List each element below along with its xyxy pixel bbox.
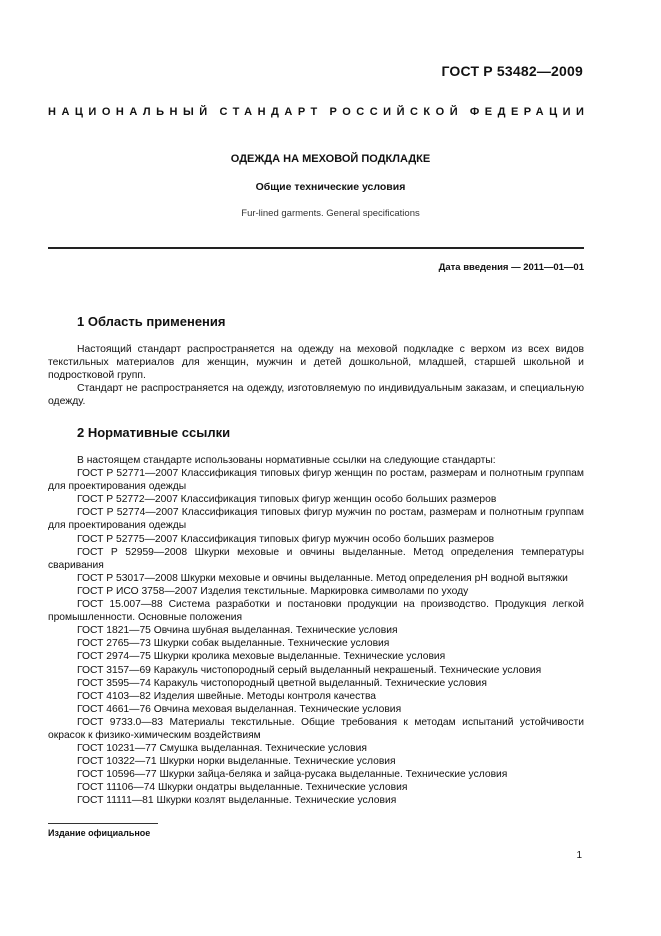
reference-item: ГОСТ Р 53017—2008 Шкурки меховые и овчины выделанные. Метод определения pH водной вытяжки [77, 572, 568, 584]
reference-item: ГОСТ Р ИСО 3758—2007 Изделия текстильные. Маркировка символами по уходу [77, 585, 469, 597]
reference-item: ГОСТ 10322—71 Шкурки норки выделанные. Технические условия [77, 756, 396, 768]
scope-paragraph: Стандарт не распространяется на одежду, изготовляемую по индивидуальным заказам, и специальную одежду. [48, 383, 584, 407]
reference-item: ГОСТ 15.007—88 Система разработки и постановки продукции на производство. Продукция легкой промышленности. Основные положения [48, 599, 584, 624]
references-intro: В настоящем стандарте использованы нормативные ссылки на следующие стандарты: [77, 455, 496, 466]
section-heading-scope: 1 Область применения [77, 314, 226, 329]
banner-word: НАЦИОНАЛЬНЫЙ [48, 106, 213, 118]
document-title-english: Fur-lined garments. General specifications [241, 208, 420, 219]
reference-item: ГОСТ 10596—77 Шкурки зайца-беляка и зайца-русака выделанные. Технические условия [77, 769, 508, 781]
national-standard-banner [48, 106, 590, 118]
scope-paragraph: Настоящий стандарт распространяется на одежду на меховой подкладке с верхом из всех видов текстильных материалов для женщин, мужчин и детей дошкольной, младшей, старшей школьной и подростковой групп. [48, 344, 584, 381]
header-divider [48, 247, 584, 249]
introduction-date: Дата введения — 2011—01—01 [438, 262, 584, 273]
banner-word: ФЕДЕРАЦИИ [469, 106, 590, 118]
page-number: 1 [576, 850, 582, 861]
reference-item: ГОСТ 1821—75 Овчина шубная выделанная. Технические условия [77, 625, 398, 637]
banner-word: РОССИЙСКОЙ [329, 106, 464, 118]
reference-item: ГОСТ 2974—75 Шкурки кролика меховые выделанные. Технические условия [77, 651, 446, 663]
reference-item: ГОСТ 3595—74 Каракуль чистопородный цветной выделанный. Технические условия [77, 677, 487, 689]
reference-item: ГОСТ Р 52775—2007 Классификация типовых фигур мужчин особо больших размеров [77, 533, 495, 545]
reference-item: ГОСТ Р 52771—2007 Классификация типовых фигур женщин по ростам, размерам и полнотным группам для проектирования одежды [48, 468, 584, 493]
reference-item: ГОСТ 2765—73 Шкурки собак выделанные. Технические условия [77, 638, 390, 650]
footer-divider [48, 823, 158, 824]
document-title: ОДЕЖДА НА МЕХОВОЙ ПОДКЛАДКЕ [230, 153, 431, 165]
document-subtitle: Общие технические условия [255, 181, 406, 193]
section-heading-references: 2 Нормативные ссылки [77, 425, 231, 440]
references-list [48, 454, 584, 808]
reference-item: ГОСТ 9733.0—83 Материалы текстильные. Общие требования к методам испытаний устойчивости окрасок к физико-химическим воздействиям [48, 716, 584, 741]
reference-item: ГОСТ Р 52774—2007 Классификация типовых фигур мужчин по ростам, размерам и полнотным группам для проектирования одежды [48, 507, 584, 532]
reference-item: ГОСТ Р 52959—2008 Шкурки меховые и овчины выделанные. Метод определения температуры сваривания [48, 546, 584, 571]
official-edition-label: Издание официальное [48, 828, 151, 838]
reference-item: ГОСТ 3157—69 Каракуль чистопородный серый выделанный некрашеный. Технические условия [77, 664, 542, 676]
reference-item: ГОСТ Р 52772—2007 Классификация типовых фигур женщин особо больших размеров [77, 494, 497, 506]
reference-item: ГОСТ 10231—77 Смушка выделанная. Технические условия [77, 743, 367, 755]
reference-item: ГОСТ 11106—74 Шкурки ондатры выделанные. Технические условия [77, 782, 408, 794]
banner-word: СТАНДАРТ [219, 106, 323, 118]
reference-item: ГОСТ 11111—81 Шкурки козлят выделанные. Технические условия [77, 795, 397, 807]
reference-item: ГОСТ 4103—82 Изделия швейные. Методы контроля качества [77, 690, 377, 702]
document-code: ГОСТ Р 53482—2009 [441, 63, 583, 79]
reference-item: ГОСТ 4661—76 Овчина меховая выделанная. Технические условия [77, 703, 402, 715]
